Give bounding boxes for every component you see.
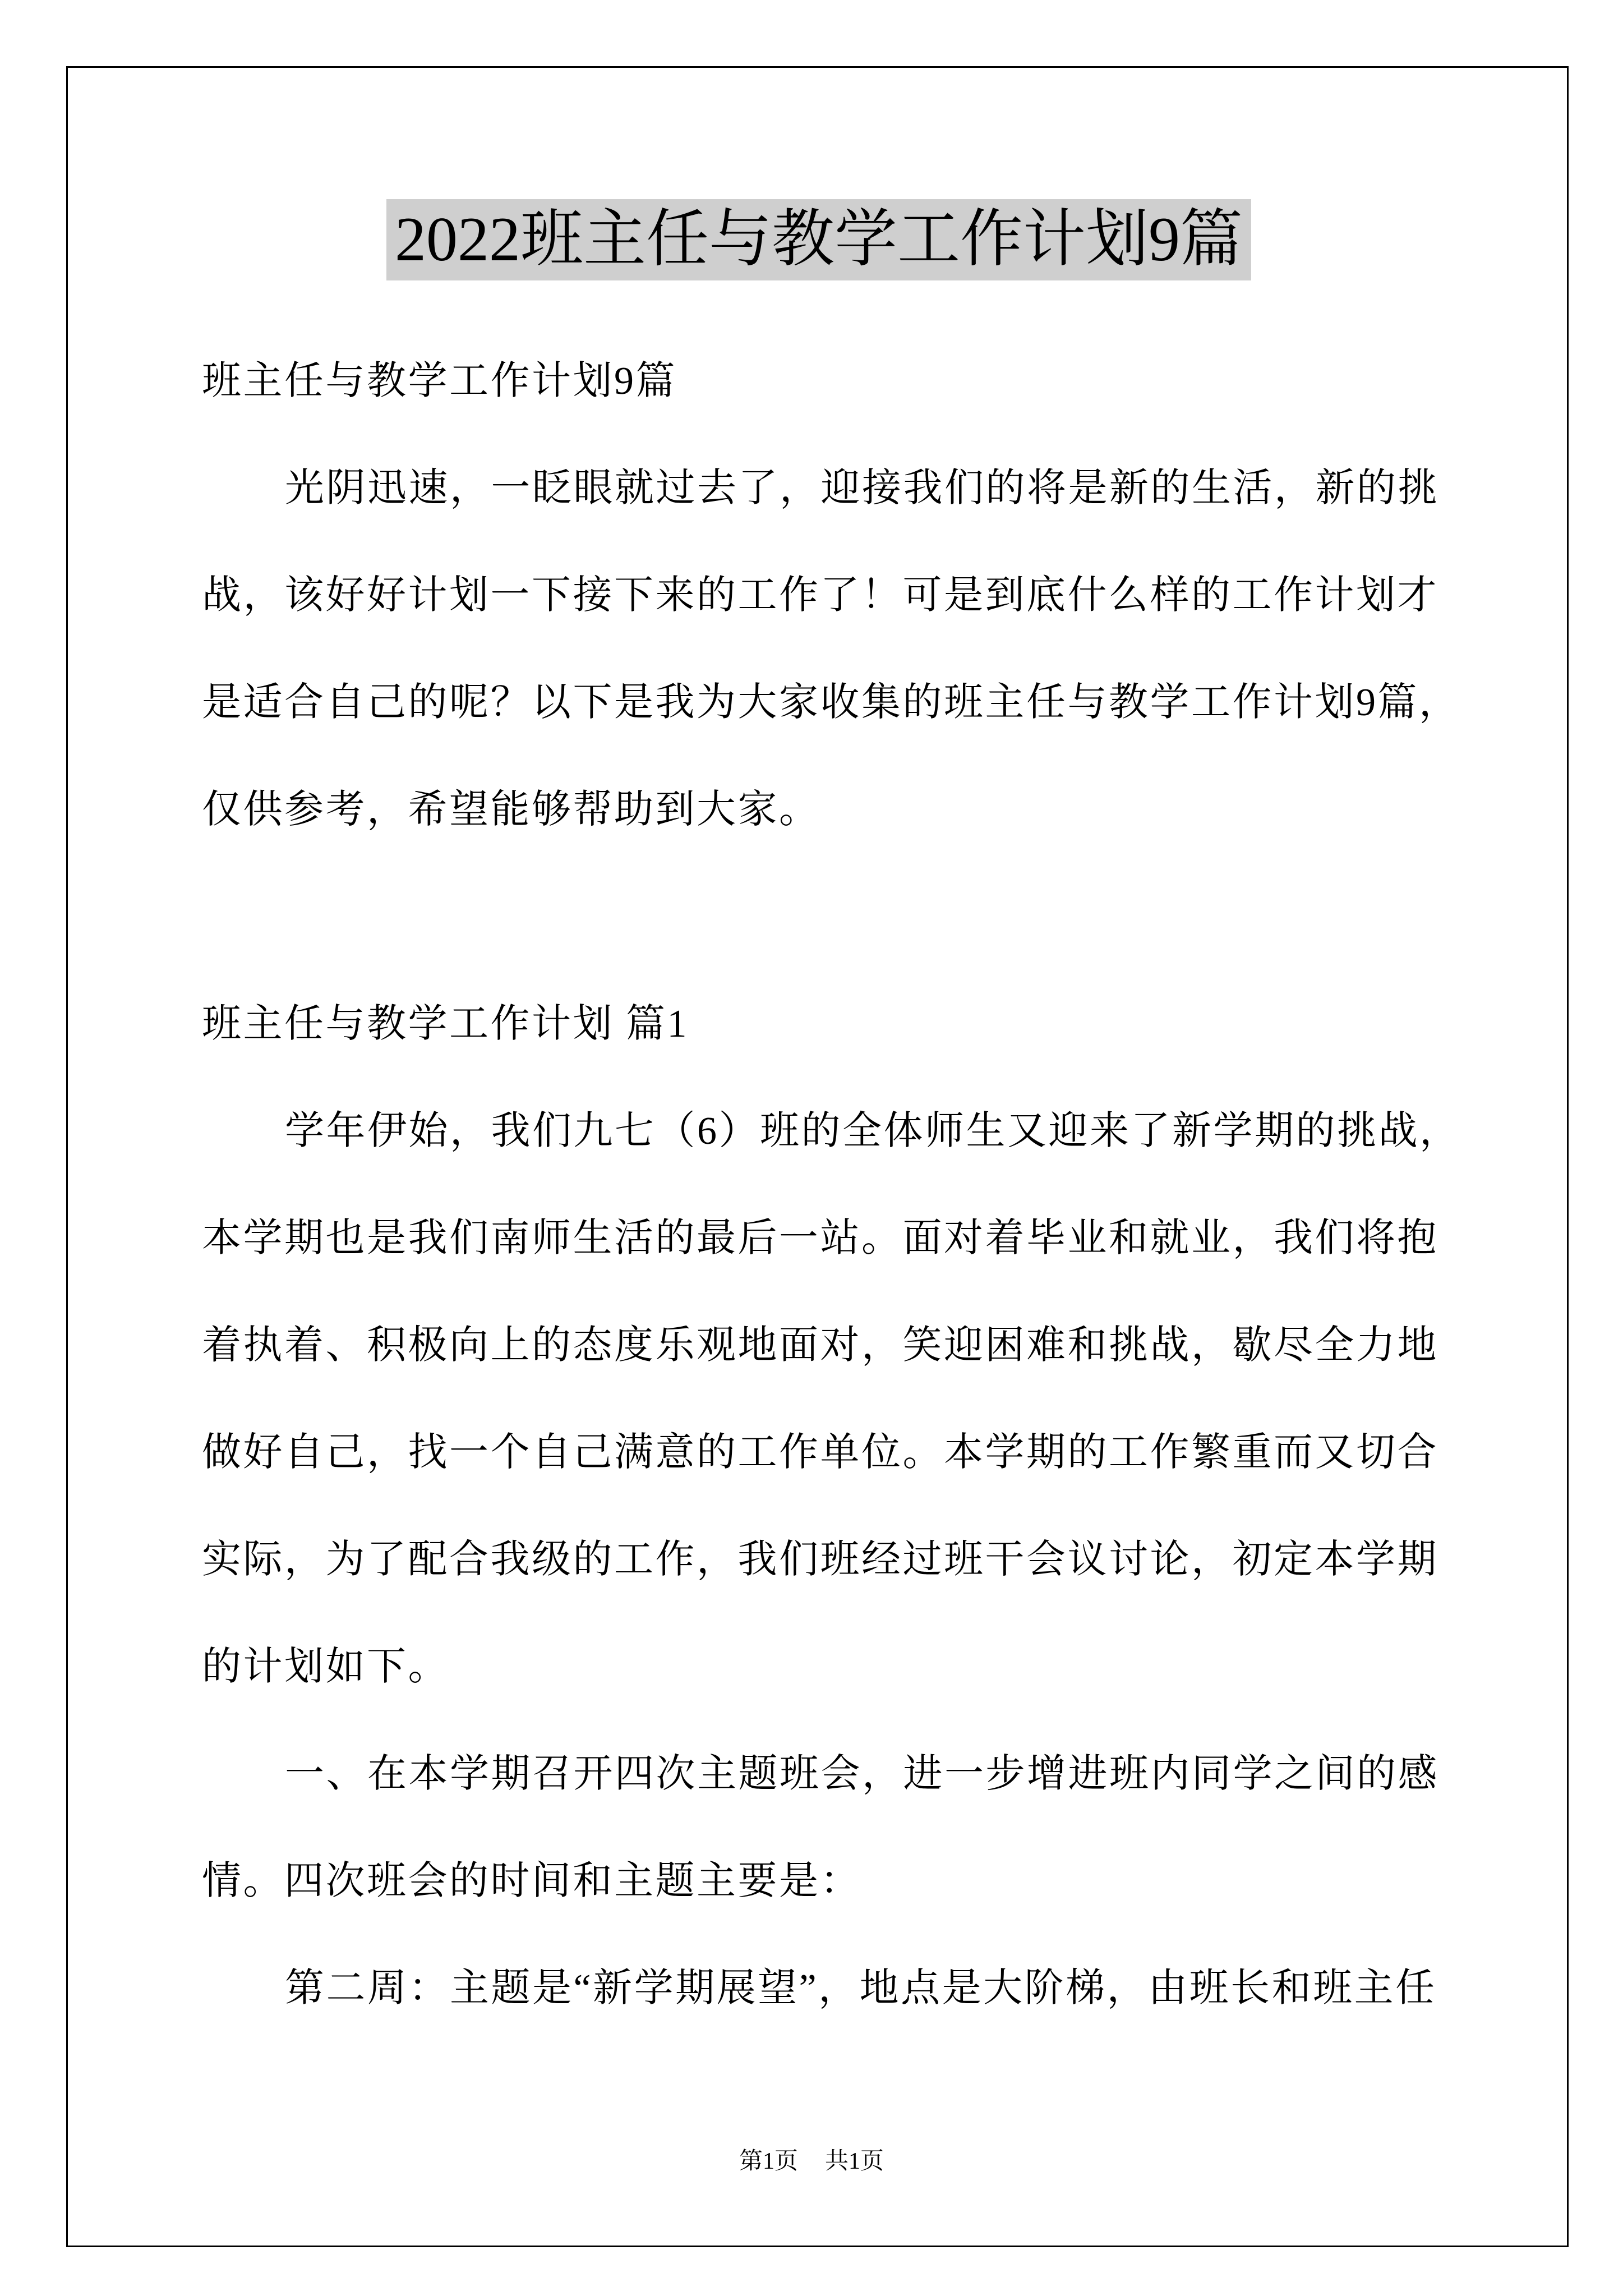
paragraph-line: 着执着、积极向上的态度乐观地面对，笑迎困难和挑战，歇尽全力地 <box>202 1324 1438 1367</box>
paragraph-line: 本学期也是我们南师生活的最后一站。面对着毕业和就业，我们将抱 <box>202 1217 1438 1260</box>
blank-line <box>202 863 1514 970</box>
paragraph-line: 做好自己，找一个自己满意的工作单位。本学期的工作繁重而又切合 <box>202 1431 1438 1474</box>
paragraph-line: 的计划如下。 <box>202 1645 449 1688</box>
paragraph-line: 一、在本学期召开四次主题班会，进一步增进班内同学之间的感 <box>285 1752 1439 1796</box>
paragraph-line: 学年伊始，我们九七（6）班的全体师生又迎来了新学期的挑战， <box>285 1110 1461 1153</box>
paragraph-line: 实际，为了配合我级的工作，我们班经过班干会议讨论，初定本学期 <box>202 1538 1438 1581</box>
intro-line: 是适合自己的呢？以下是我为大家收集的班主任与教学工作计划9篇， <box>202 681 1460 724</box>
section-heading: 班主任与教学工作计划 篇1 <box>202 1002 689 1046</box>
intro-line: 光阴迅速，一眨眼就过去了，迎接我们的将是新的生活，新的挑 <box>285 467 1439 510</box>
page-number-label: 第1页 <box>739 2148 798 2174</box>
page-footer <box>0 2146 1623 2177</box>
page-total-label: 共1页 <box>825 2148 884 2174</box>
paragraph-line: 情。四次班会的时间和主题主要是： <box>202 1860 861 1903</box>
intro-line: 仅供参考，希望能够帮助到大家。 <box>202 788 820 831</box>
paragraph-line: 第二周：主题是“新学期展望”，地点是大阶梯，由班长和班主任 <box>285 1967 1437 2010</box>
intro-line: 战，该好好计划一下接下来的工作了！可是到底什么样的工作计划才 <box>202 574 1438 617</box>
document-body <box>202 328 1514 2042</box>
document-title: 2022班主任与教学工作计划9篇 <box>386 199 1251 280</box>
document-name-line: 班主任与教学工作计划9篇 <box>202 360 677 403</box>
